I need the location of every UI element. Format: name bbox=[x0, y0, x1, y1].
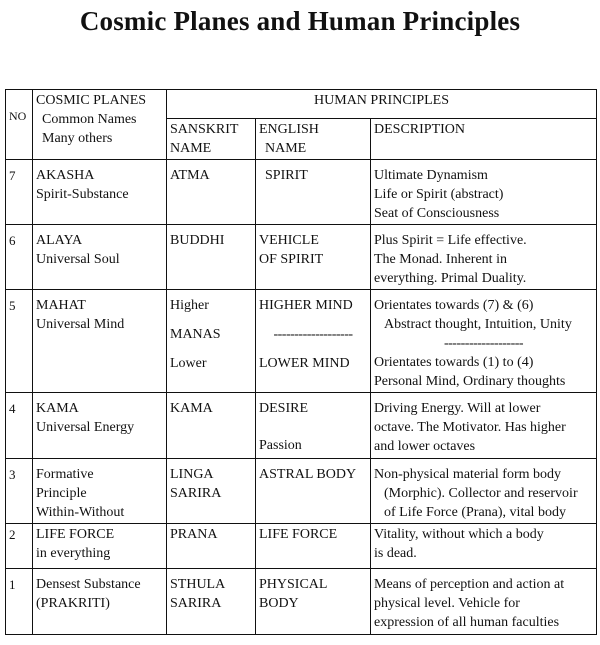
table-row bbox=[6, 459, 597, 524]
cosmic-line: Principle bbox=[36, 486, 87, 501]
description-line: Seat of Consciousness bbox=[374, 206, 500, 221]
table-row bbox=[6, 290, 597, 393]
description-cell bbox=[371, 160, 597, 225]
cosmic-line: Universal Energy bbox=[36, 420, 135, 435]
english-cell bbox=[256, 459, 371, 524]
sanskrit-line: LINGA bbox=[170, 467, 214, 482]
row-number: 5 bbox=[6, 290, 33, 393]
cosmic-plane-cell bbox=[33, 290, 167, 393]
cosmic-plane-cell bbox=[33, 393, 167, 459]
english-cell bbox=[256, 160, 371, 225]
cosmic-line: KAMA bbox=[36, 401, 79, 416]
english-line: BODY bbox=[259, 596, 299, 611]
cosmic-plane-cell bbox=[33, 225, 167, 290]
english-line: PHYSICAL bbox=[259, 577, 328, 592]
row-number: 6 bbox=[6, 225, 33, 290]
cosmic-plane-cell bbox=[33, 524, 167, 569]
cosmic-line: (PRAKRITI) bbox=[36, 596, 110, 611]
description-line: Orientates towards (1) to (4) bbox=[374, 355, 534, 370]
cosmic-plane-cell bbox=[33, 459, 167, 524]
description-line: Non-physical material form body bbox=[374, 467, 562, 482]
principles-table bbox=[5, 89, 597, 635]
sanskrit-line: SARIRA bbox=[170, 596, 222, 611]
sanskrit-line: PRANA bbox=[170, 527, 218, 542]
description-cell bbox=[371, 459, 597, 524]
header-sanskrit bbox=[167, 119, 256, 160]
header-english-line: NAME bbox=[265, 141, 307, 156]
sanskrit-line: STHULA bbox=[170, 577, 226, 592]
row-number: 3 bbox=[6, 459, 33, 524]
description-line: Ultimate Dynamism bbox=[374, 168, 488, 183]
cosmic-line: Densest Substance bbox=[36, 577, 141, 592]
description-line: Life or Spirit (abstract) bbox=[374, 187, 504, 202]
english-line: DESIRE bbox=[259, 401, 308, 416]
description-line: and lower octaves bbox=[374, 439, 476, 454]
cosmic-line: Universal Soul bbox=[36, 252, 120, 267]
row-number: 2 bbox=[6, 524, 33, 569]
cosmic-line: Universal Mind bbox=[36, 317, 125, 332]
header-no: NO bbox=[6, 90, 33, 160]
english-cell bbox=[256, 524, 371, 569]
description-line: The Monad. Inherent in bbox=[374, 252, 507, 267]
description-line: Means of perception and action at bbox=[374, 577, 565, 592]
cosmic-line: AKASHA bbox=[36, 168, 95, 183]
table-row bbox=[6, 524, 597, 569]
sanskrit-line: ATMA bbox=[170, 168, 210, 183]
english-line: LIFE FORCE bbox=[259, 527, 338, 542]
cosmic-line: Formative bbox=[36, 467, 94, 482]
header-cosmic-line: COSMIC PLANES bbox=[36, 93, 147, 108]
english-line: LOWER MIND bbox=[259, 356, 350, 371]
row-number: 1 bbox=[6, 569, 33, 635]
cosmic-line: in everything bbox=[36, 546, 111, 561]
english-line: OF SPIRIT bbox=[259, 252, 324, 267]
table-row bbox=[6, 393, 597, 459]
description-line: Orientates towards (7) & (6) bbox=[374, 298, 534, 313]
description-line: Vitality, without which a body bbox=[374, 527, 544, 542]
english-cell bbox=[256, 393, 371, 459]
header-human-principles: HUMAN PRINCIPLES bbox=[167, 90, 597, 119]
header-description: DESCRIPTION bbox=[371, 119, 597, 160]
english-line: Passion bbox=[259, 438, 302, 453]
sanskrit-line: BUDDHI bbox=[170, 233, 225, 248]
table-row bbox=[6, 569, 597, 635]
description-line: expression of all human faculties bbox=[374, 615, 560, 630]
sanskrit-cell bbox=[167, 225, 256, 290]
sanskrit-cell bbox=[167, 160, 256, 225]
sanskrit-line: KAMA bbox=[170, 401, 213, 416]
description-cell bbox=[371, 225, 597, 290]
description-line: everything. Primal Duality. bbox=[374, 271, 527, 286]
description-line: of Life Force (Prana), vital body bbox=[384, 505, 566, 520]
header-cosmic-line: Common Names bbox=[42, 112, 137, 127]
cosmic-plane-cell bbox=[33, 569, 167, 635]
sanskrit-line: Lower bbox=[170, 356, 207, 371]
header-row-1 bbox=[6, 90, 597, 119]
row-number: 4 bbox=[6, 393, 33, 459]
cosmic-line: ALAYA bbox=[36, 233, 83, 248]
english-cell bbox=[256, 290, 371, 393]
cosmic-line: LIFE FORCE bbox=[36, 527, 115, 542]
description-line: octave. The Motivator. Has higher bbox=[374, 420, 566, 435]
sanskrit-cell bbox=[167, 393, 256, 459]
header-english-line: ENGLISH bbox=[259, 122, 319, 137]
header-cosmic-planes bbox=[33, 90, 167, 160]
page-title: Cosmic Planes and Human Principles bbox=[79, 6, 521, 36]
sanskrit-cell bbox=[167, 569, 256, 635]
sanskrit-line: Higher bbox=[170, 298, 209, 313]
sanskrit-cell bbox=[167, 524, 256, 569]
description-line: (Morphic). Collector and reservoir bbox=[384, 486, 578, 501]
description-line: physical level. Vehicle for bbox=[374, 596, 520, 611]
english-line: HIGHER MIND bbox=[259, 298, 353, 313]
sanskrit-cell bbox=[167, 290, 256, 393]
english-line: VEHICLE bbox=[259, 233, 319, 248]
cosmic-line: MAHAT bbox=[36, 298, 86, 313]
cosmic-line: Within-Without bbox=[36, 505, 125, 520]
divider-dashes: ------------------- bbox=[443, 336, 524, 351]
table-row bbox=[6, 160, 597, 225]
description-line: Driving Energy. Will at lower bbox=[374, 401, 541, 416]
header-english bbox=[256, 119, 371, 160]
description-cell bbox=[371, 569, 597, 635]
table-row bbox=[6, 225, 597, 290]
sanskrit-cell bbox=[167, 459, 256, 524]
cosmic-plane-cell bbox=[33, 160, 167, 225]
english-cell bbox=[256, 569, 371, 635]
description-line: is dead. bbox=[374, 546, 417, 561]
sanskrit-line: SARIRA bbox=[170, 486, 222, 501]
description-cell bbox=[371, 393, 597, 459]
divider-dashes: ------------------- bbox=[273, 327, 353, 342]
header-cosmic-line: Many others bbox=[42, 131, 113, 146]
row-number: 7 bbox=[6, 160, 33, 225]
english-line: ASTRAL BODY bbox=[259, 467, 357, 482]
description-line: Plus Spirit = Life effective. bbox=[374, 233, 527, 248]
sanskrit-line: MANAS bbox=[170, 327, 221, 342]
description-cell bbox=[371, 524, 597, 569]
header-sanskrit-line: NAME bbox=[170, 141, 212, 156]
cosmic-line: Spirit-Substance bbox=[36, 187, 129, 202]
english-cell bbox=[256, 225, 371, 290]
english-line: SPIRIT bbox=[265, 168, 308, 183]
header-sanskrit-line: SANSKRIT bbox=[170, 122, 239, 137]
description-line: Abstract thought, Intuition, Unity bbox=[384, 317, 572, 332]
description-cell bbox=[371, 290, 597, 393]
description-line: Personal Mind, Ordinary thoughts bbox=[374, 374, 566, 389]
